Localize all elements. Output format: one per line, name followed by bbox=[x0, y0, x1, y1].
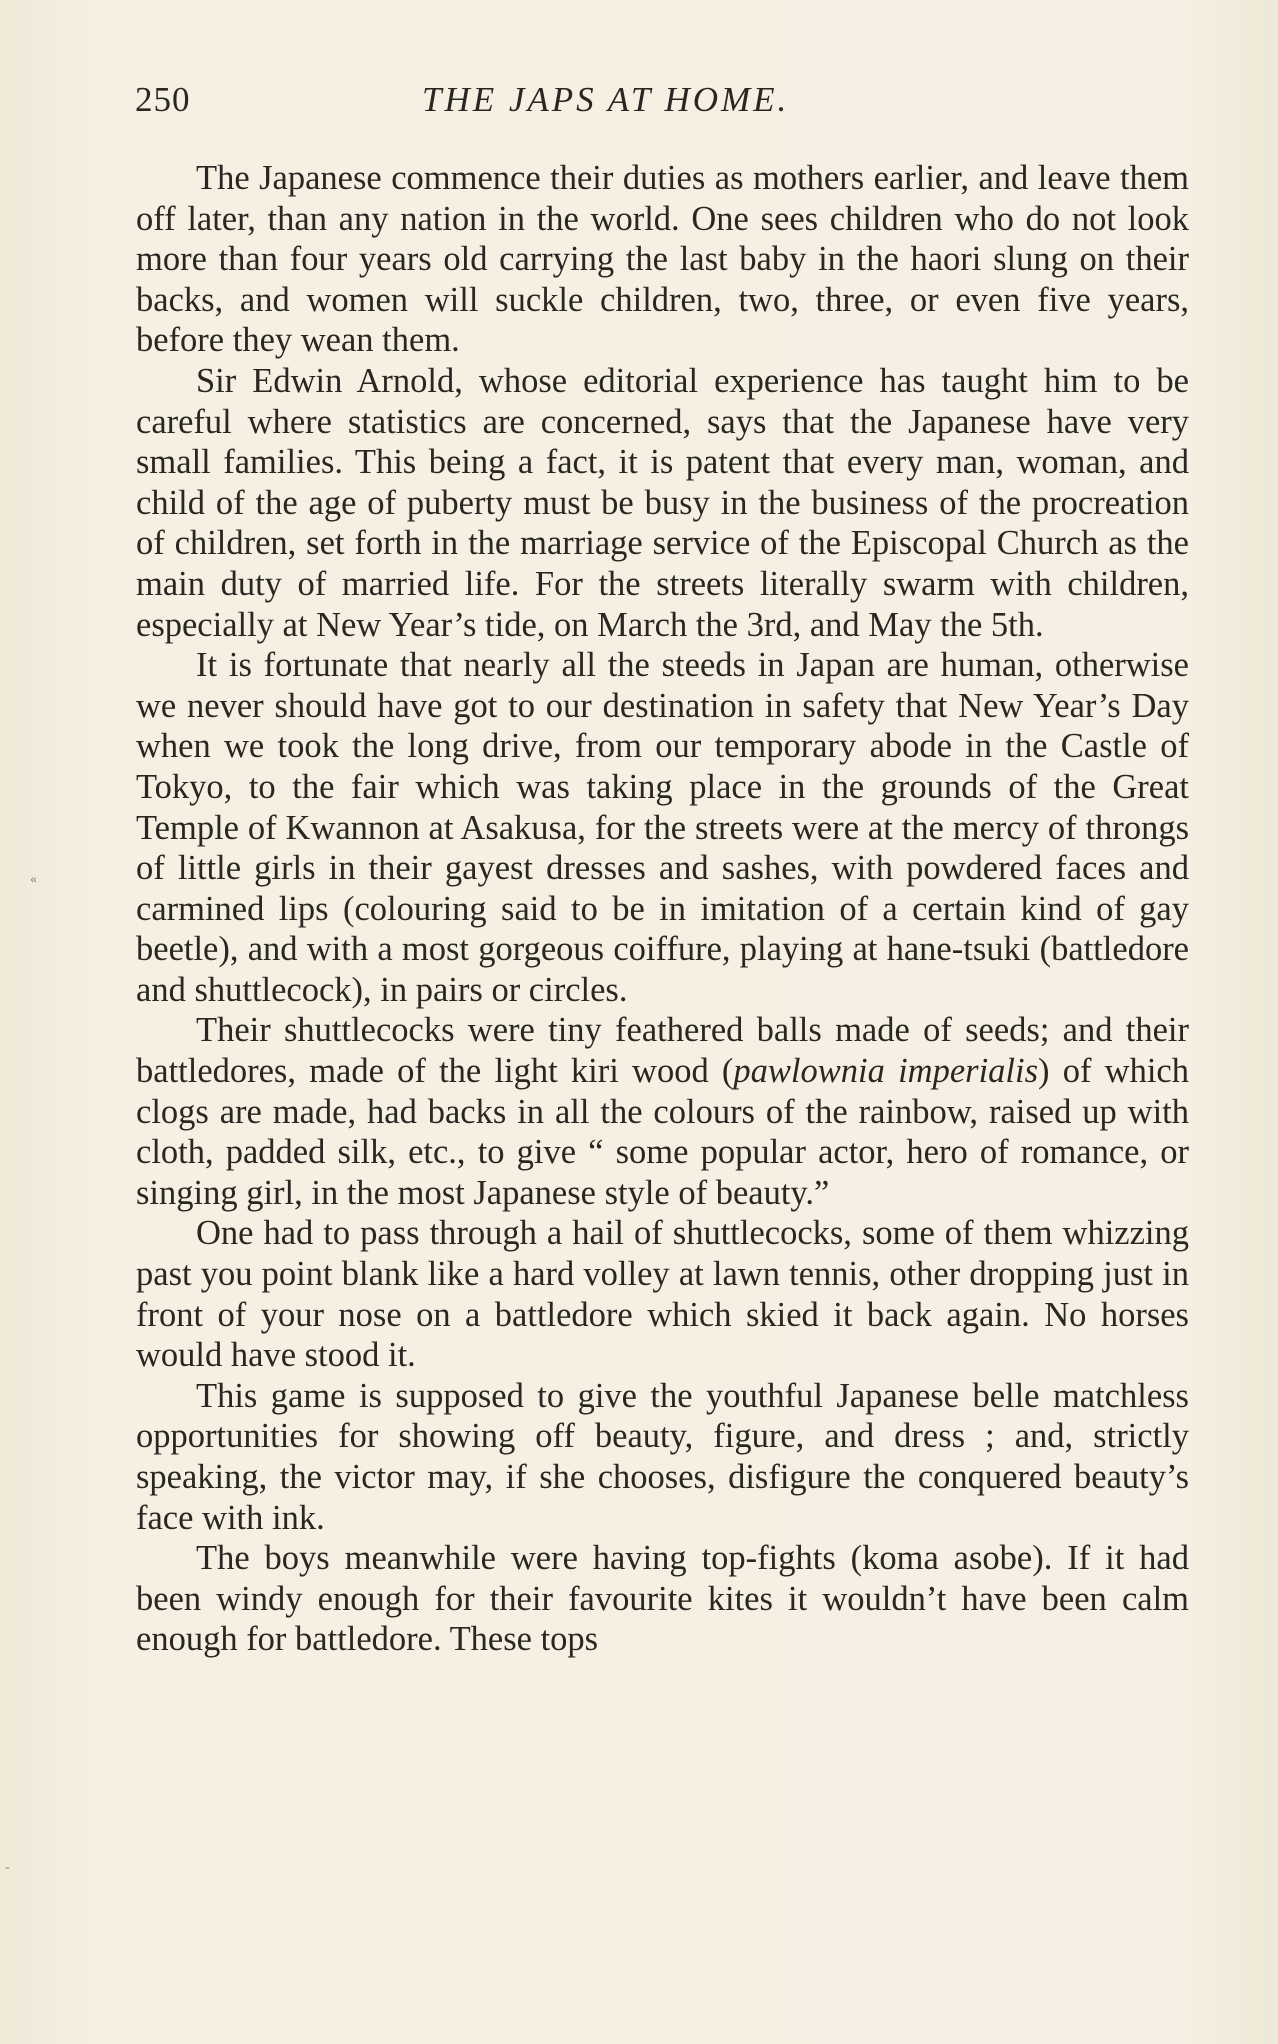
paragraph-hail: One had to pass through a hail of shuttlecocks, some of them whizzing past you point blank like a hard volley at lawn tennis, other dropping just in front of your nose on a battledore which skied it back again. No horses would have stood it. bbox=[136, 1214, 1189, 1375]
paragraph-shuttlecocks-text-after: ) of which clogs are made, had backs in all the colours of the rainbow, raised up with cloth, padded silk, etc., to give “ some popular actor, hero of romance, or singing girl, in the most Japanese style of beauty.” bbox=[136, 1052, 1189, 1212]
paragraph-top-fights: The boys meanwhile were having top-fights (koma asobe). If it had been windy enough for their favourite kites it wouldn’t have been calm enough for battledore. These tops bbox=[136, 1539, 1189, 1659]
paragraph-shuttlecocks bbox=[136, 1010, 1189, 1213]
body-text bbox=[136, 158, 1189, 1660]
margin-mark: « bbox=[30, 872, 37, 887]
latin-name: pawlownia imperialis bbox=[733, 1052, 1039, 1091]
page-number: 250 bbox=[135, 80, 191, 119]
paragraph-statistics: Sir Edwin Arnold, whose editorial experience has taught him to be careful where statistics are concerned, says that the Japanese have very small families. This being a fact, it is patent that every man, woman, and child of the age of puberty must be busy in the business of the procreation of children, set forth in the marriage service of the Episcopal Church as the main duty of married life. For the streets literally swarm with children, especially at New Year’s tide, on March the 3rd, and May the 5th. bbox=[136, 361, 1189, 644]
paragraph-game: This game is supposed to give the youthful Japanese belle matchless opportunities for showing off beauty, figure, and dress ; and, strictly speaking, the victor may, if she chooses, disfigure the conquered beauty’s face with ink. bbox=[136, 1376, 1189, 1537]
running-head bbox=[135, 78, 1195, 122]
paragraph-new-years-drive: It is fortunate that nearly all the steeds in Japan are human, otherwise we never should have got to our destination in safety that New Year’s Day when we took the long drive, from our temporary abode in the Castle of Tokyo, to the fair which was taking place in the grounds of the Great Temple of Kwannon at Asakusa, for the streets were at the mercy of throngs of little girls in their gayest dresses and sashes, with powdered faces and carmined lips (colouring said to be in imitation of a certain kind of gay beetle), and with a most gorgeous coiffure, playing at hane-tsuki (battledore and shuttlecock), in pairs or circles. bbox=[136, 646, 1189, 1009]
running-title: THE JAPS AT HOME. bbox=[422, 80, 790, 119]
paragraph-mothers: The Japanese commence their duties as mothers earlier, and leave them off later, than any nation in the world. One sees children who do not look more than four years old carrying the last baby in the haori slung on their backs, and women will suckle children, two, three, or even five years, before they wean them. bbox=[136, 159, 1189, 360]
paragraph-shuttlecocks-text-before: Their shuttlecocks were tiny feathered balls made of seeds; and their battledores, made of the light kiri wood ( bbox=[136, 1011, 1189, 1091]
margin-mark: - bbox=[5, 1860, 10, 1875]
